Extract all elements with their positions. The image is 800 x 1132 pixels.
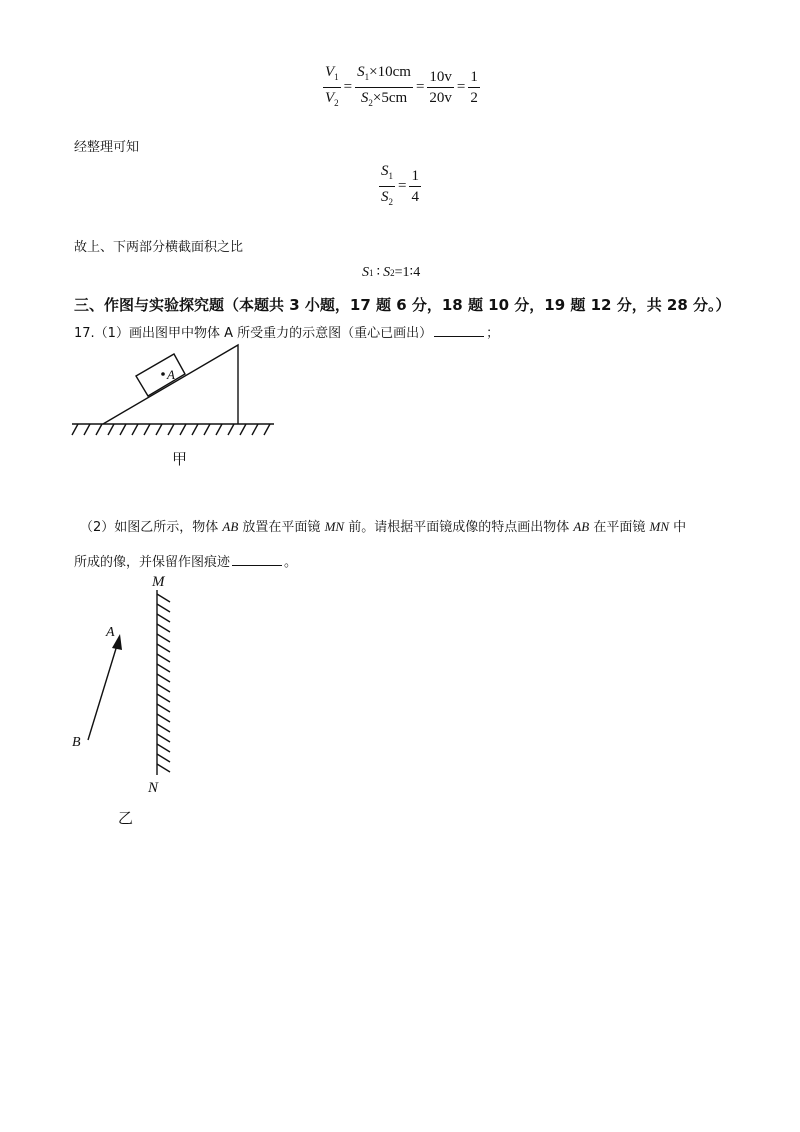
numerator-1: 1 (468, 67, 480, 88)
incline-wedge (103, 345, 238, 424)
s2-factor: ×5cm (372, 90, 408, 106)
s2-symbol: S (383, 264, 391, 280)
v1-sub: 1 (334, 72, 339, 82)
fraction-one-quarter (409, 166, 421, 207)
ratio-result: =1∶4 (394, 265, 421, 280)
s1-symbol: S (362, 264, 369, 280)
q17-2-text-d: 在平面镜 (589, 520, 650, 535)
caption-jia: 甲 (172, 450, 188, 468)
answer-blank-2[interactable] (232, 553, 282, 566)
mirror-hatching (157, 594, 170, 772)
s1-sub: 1 (369, 267, 374, 278)
object-label-b: B (72, 735, 81, 750)
s1-sub: 1 (388, 171, 393, 181)
denominator-4: 4 (411, 189, 419, 205)
fraction-10v-20v (427, 67, 454, 108)
mirror-label-n: N (148, 780, 159, 796)
s2-symbol: S (381, 189, 389, 205)
s2-sub: 2 (390, 267, 395, 278)
object-label-a: A (106, 625, 115, 640)
denominator-20v: 20v (429, 90, 452, 106)
s1-sub: 1 (364, 72, 370, 82)
equation-area-ratio (379, 161, 421, 212)
equals-sign: = (415, 79, 425, 95)
ground-hatching (72, 424, 270, 435)
q17-2-text-f: 所成的像，并保留作图痕迹 (74, 555, 231, 570)
center-of-gravity-dot (161, 372, 165, 376)
caption-yi: 乙 (118, 809, 134, 827)
question-17-part-2-line-1 (80, 516, 686, 535)
fraction-s1-s2 (379, 161, 395, 212)
numerator-10v: 10v (427, 67, 454, 88)
v1-symbol: V (325, 64, 335, 80)
text-ratio-intro: 故上、下两部分横截面积之比 (74, 240, 244, 255)
v2-sub: 2 (334, 98, 339, 108)
denominator-2: 2 (470, 90, 478, 106)
equation-final-ratio (362, 264, 420, 281)
fraction-s-cm (355, 62, 413, 113)
mirror-mn-ref: MN (649, 519, 669, 534)
figure-incline (70, 340, 280, 440)
section-title: 三、作图与实验探究题（本题共 3 小题，17 题 6 分，18 题 10 分，19 题 12 分，共 28 分。） (74, 296, 731, 314)
s2-sub: 2 (388, 197, 393, 207)
question-17-1-punct: ； (486, 326, 500, 341)
object-ab-ref: AB (573, 519, 590, 534)
mirror-label-m: M (152, 574, 165, 590)
question-17-1-text: 17.（1）画出图甲中物体 A 所受重力的示意图（重心已画出） (74, 326, 433, 341)
block-label-a: A (167, 367, 175, 382)
equals-sign: = (343, 79, 353, 95)
s2-sub: 2 (368, 98, 373, 108)
s1-symbol: S (357, 64, 365, 80)
q17-2-text-b: 放置在平面镜 (238, 520, 325, 535)
s1-symbol: S (381, 163, 389, 179)
object-ab-arrow (88, 642, 118, 740)
s2-symbol: S (360, 90, 369, 106)
numerator-1: 1 (409, 166, 421, 187)
s1-factor: ×10cm (369, 64, 411, 80)
question-17-part-2-line-2 (74, 551, 297, 570)
text-arrange: 经整理可知 (74, 140, 140, 155)
equation-volume-ratio (323, 62, 480, 113)
equals-sign: = (456, 79, 466, 95)
answer-blank-1[interactable] (434, 324, 484, 337)
object-ab-ref: AB (222, 519, 239, 534)
q17-2-text-c: 前。请根据平面镜成像的特点画出物体 (344, 520, 574, 535)
figure-mirror (60, 570, 200, 840)
fraction-v1-v2 (323, 62, 341, 113)
mirror-mn-ref: MN (324, 519, 345, 534)
fraction-one-half (468, 67, 480, 108)
q17-2-text-a: （2）如图乙所示，物体 (80, 520, 223, 535)
question-17-part-1 (74, 322, 499, 341)
q17-2-text-e: 中 (668, 520, 687, 535)
v2-symbol: V (325, 90, 335, 106)
equals-sign: = (398, 178, 407, 194)
q17-2-punct: 。 (284, 555, 298, 570)
ratio-colon: ∶ (376, 265, 381, 280)
